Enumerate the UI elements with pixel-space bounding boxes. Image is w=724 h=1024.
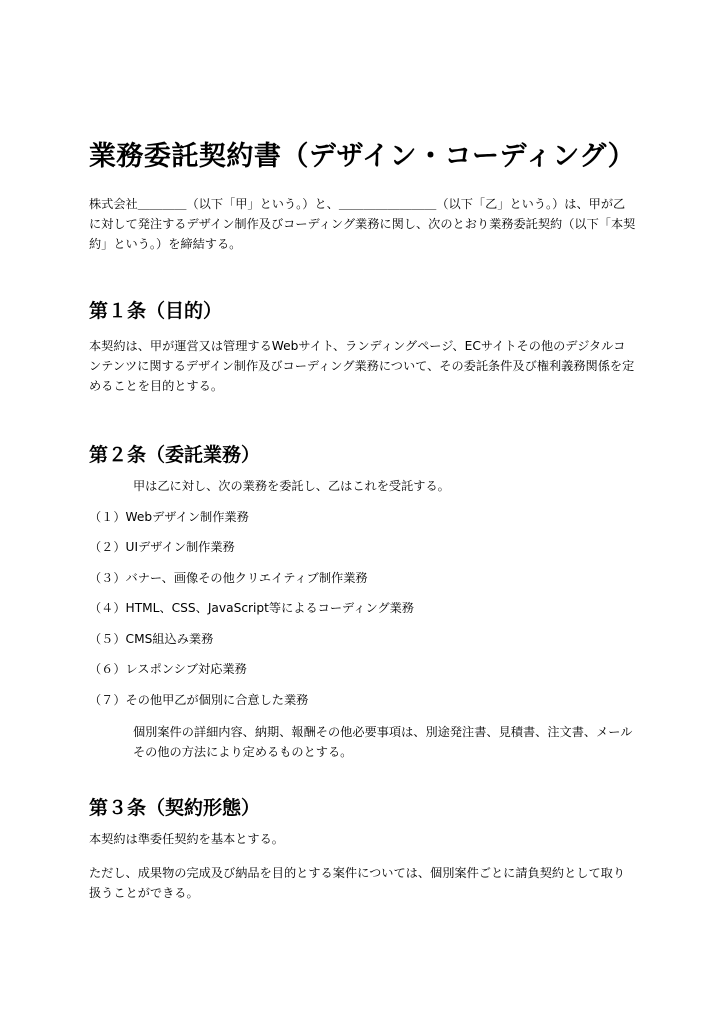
article-2-item-7: （７）その他甲乙が個別に合意した業務 (89, 693, 309, 707)
article-3-body-2: ただし、成果物の完成及び納品を目的とする案件については、個別案件ごとに請負契約として取り扱うことができる。 (89, 866, 626, 900)
document-title: 業務委託契約書（デザイン・コーディング） (88, 141, 636, 173)
article-2-note: 個別案件の詳細内容、納期、報酬その他必要事項は、別途発注書、見積書、注文書、メールその他の方法により定めるものとする。 (133, 725, 633, 759)
article-3-heading: 第３条（契約形態） (89, 797, 261, 819)
article-1-body: 本契約は、甲が運営又は管理するWebサイト、ランディングページ、ECサイトその他のデジタルコンテンツに関するデザイン制作及びコーディング業務について、その委託条件及び権利義務関係を定めることを目的とする。 (89, 339, 635, 393)
intro-paragraph: 株式会社＿＿＿＿（以下「甲」という。）と、＿＿＿＿＿＿＿＿（以下「乙」という。）は、甲が乙に対して発注するデザイン制作及びコーディング業務に関し、次のとおり業務委託契約（以下「本契約」という。）を締結する。 (89, 197, 636, 251)
article-2-lead: 甲は乙に対し、次の業務を委託し、乙はこれを受託する。 (133, 479, 450, 493)
article-2-item-4: （４）HTML、CSS、JavaScript等によるコーディング業務 (89, 601, 414, 615)
article-2-item-3: （３）バナー、画像その他クリエイティブ制作業務 (89, 571, 368, 585)
article-2-item-6: （６）レスポンシブ対応業務 (89, 662, 247, 676)
article-2-item-2: （２）UIデザイン制作業務 (89, 540, 235, 554)
article-3-body-1: 本契約は準委任契約を基本とする。 (89, 832, 284, 846)
article-2-item-1: （１）Webデザイン制作業務 (89, 510, 249, 524)
article-1-heading: 第１条（目的） (89, 300, 223, 322)
article-2-heading: 第２条（委託業務） (89, 444, 261, 466)
article-2-item-5: （５）CMS組込み業務 (89, 632, 214, 646)
